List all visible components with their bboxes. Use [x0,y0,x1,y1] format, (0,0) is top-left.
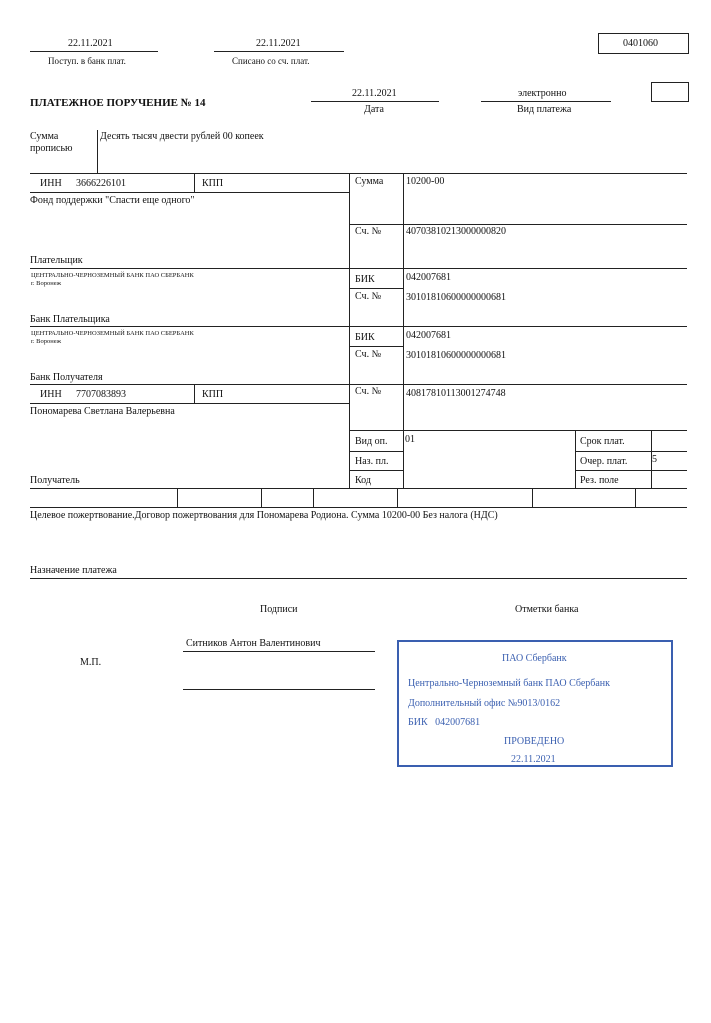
payer-bank-label: Банк Плательщика [30,314,110,325]
payer-inn: 3666226101 [76,178,126,189]
signer-name: Ситников Антон Валентинович [186,638,321,649]
payee-bik: 042007681 [406,330,451,341]
payee-kpp-label: КПП [202,389,224,400]
col-divider-right [403,173,404,488]
payee-bank-label: Банк Получателя [30,372,103,383]
stamp-date: 22.11.2021 [511,754,556,765]
debited-date-line [214,51,344,52]
amount-words-value: Десять тысяч двести рублей 00 копеек [100,131,264,142]
debited-date: 22.11.2021 [256,38,301,49]
rez-label: Рез. поле [580,475,619,486]
signature-line-2 [183,689,375,690]
line-top-main [30,173,687,174]
amount-words-label-2: прописью [30,143,73,154]
payee-bank-city: г. Воронеж [31,338,62,345]
tax-div-2 [261,488,262,507]
payee-bank-name: ЦЕНТРАЛЬНО-ЧЕРНОЗЕМНЫЙ БАНК ПАО СБЕРБАНК [31,330,194,337]
payer-bank-city: г. Воронеж [31,280,62,287]
sum-label: Сумма [355,176,384,187]
inn-kpp-divider-payee [194,384,195,403]
payer-bik-label: БИК [355,274,375,285]
payee-bank-account: 30101810600000000681 [406,350,506,361]
signatures-label: Подписи [260,604,298,615]
line-srok-bottom [575,451,687,452]
received-label: Поступ. в банк плат. [48,56,126,66]
amount-words-divider [97,130,98,173]
payer-account: 40703810213000000820 [406,226,506,237]
payer-bank-account: 30101810600000000681 [406,292,506,303]
debited-label: Списано со сч. плат. [232,56,310,66]
line-payer-bik [349,288,403,289]
payee-inn-label: ИНН [40,389,62,400]
col-divider-left [349,173,350,488]
received-date: 22.11.2021 [68,38,113,49]
vid-op-label: Вид оп. [355,436,388,447]
line-payer-bank-bottom [30,326,687,327]
tax-div-5 [532,488,533,507]
srok-label: Срок плат. [580,436,625,447]
stamp-status: ПРОВЕДЕНО [504,736,565,747]
form-code-box [598,33,689,54]
stamp-bank-name: ПАО Сбербанк [502,653,567,664]
signature-line-1 [183,651,375,652]
tax-div-1 [177,488,178,507]
payment-type: электронно [518,88,567,99]
vid-op: 01 [405,434,415,445]
stamp-line-1: Центрально-Черноземный банк ПАО Сбербанк [408,678,611,689]
date-label: Дата [364,104,384,115]
document-date: 22.11.2021 [352,88,397,99]
tax-div-4 [397,488,398,507]
bank-marks-label: Отметки банка [515,604,579,615]
line-payee-bottom [30,488,687,489]
amount-words-label-1: Сумма [30,131,59,142]
payee-inn: 7707083893 [76,389,126,400]
ocher-value: 5 [652,454,657,465]
line-sum-bottom [349,224,687,225]
received-date-line [30,51,158,52]
payee-bik-label: БИК [355,332,375,343]
purpose-text: Целевое пожертвование.Договор пожертвования для Пономарева Родиона. Сумма 10200-00 Без налога (НДС) [30,510,498,521]
line-payer-bottom [30,268,687,269]
payee-name: Пономарева Светлана Валерьевна [30,406,175,417]
payee-label: Получатель [30,475,80,486]
line-payee-account-bottom [349,430,687,431]
bank-stamp [397,640,673,767]
line-inn-payee [30,403,349,404]
ocher-label: Очер. плат. [580,456,628,467]
payer-kpp-label: КПП [202,178,224,189]
tax-div-6 [635,488,636,507]
inn-kpp-divider-payer [194,173,195,192]
payer-inn-label: ИНН [40,178,62,189]
kod-label: Код [355,475,371,486]
payer-bik: 042007681 [406,272,451,283]
line-naz-bottom [349,470,403,471]
line-payee-bank-bottom [30,384,687,385]
payer-bank-name: ЦЕНТРАЛЬНО-ЧЕРНОЗЕМНЫЙ БАНК ПАО СБЕРБАНК [31,272,194,279]
naz-pl-label: Наз. пл. [355,456,389,467]
form-code: 0401060 [623,38,658,49]
line-vid-op-bottom [349,451,403,452]
payee-account-label: Сч. № [355,386,382,397]
blank-box [651,82,689,102]
stamp-bik: БИК 042007681 [408,717,481,728]
payee-bank-account-label: Сч. № [355,349,382,360]
payer-name: Фонд поддержки "Спасти еще одного" [30,195,195,206]
stamp-line-2: Дополнительный офис №9013/0162 [408,698,561,709]
payee-account: 40817810113001274748 [406,388,506,399]
col-divider-op-left [575,430,576,488]
line-purpose-bottom [30,578,687,579]
payer-account-label: Сч. № [355,226,382,237]
line-ocher-bottom [575,470,687,471]
document-title: ПЛАТЕЖНОЕ ПОРУЧЕНИЕ № 14 [30,97,206,109]
payer-label: Плательщик [30,255,83,266]
tax-div-3 [313,488,314,507]
purpose-label: Назначение платежа [30,565,117,576]
mp-label: М.П. [80,657,102,668]
line-inn-payer [30,192,349,193]
payment-type-line [481,101,611,102]
payer-bank-account-label: Сч. № [355,291,382,302]
payment-type-label: Вид платежа [517,104,572,115]
date-line [311,101,439,102]
sum-value: 10200-00 [406,176,445,187]
line-tax-bottom [30,507,687,508]
line-payee-bik [349,346,403,347]
